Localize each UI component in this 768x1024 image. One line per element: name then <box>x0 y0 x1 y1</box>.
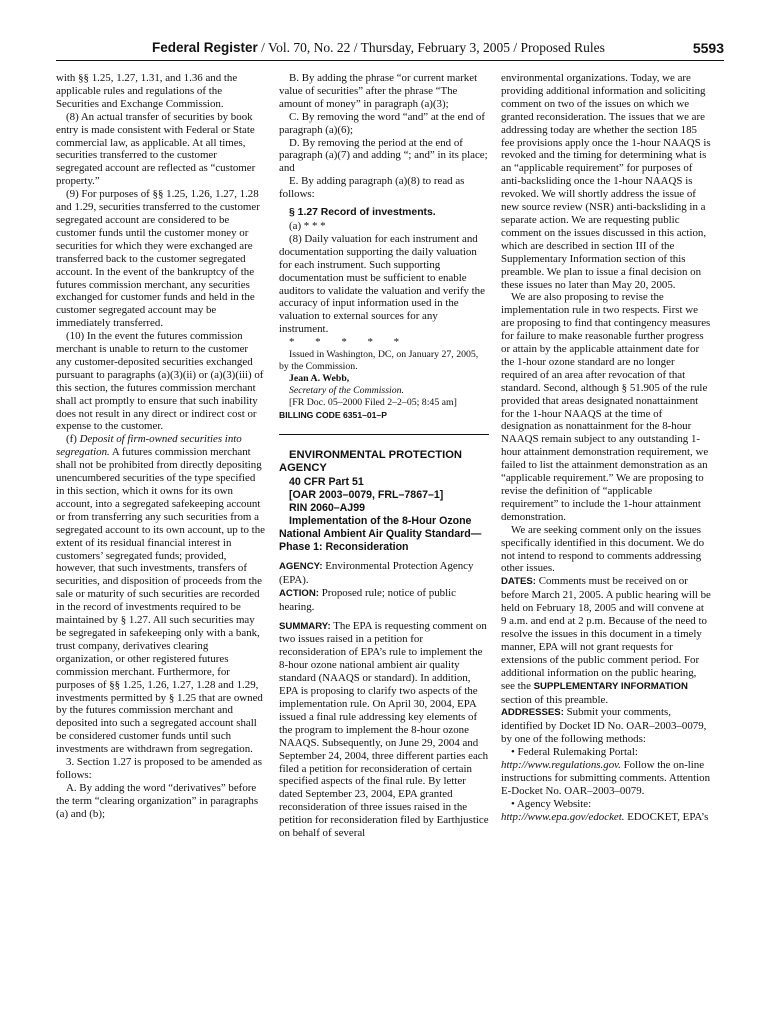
summary <box>279 620 489 840</box>
paragraph: We are seeking comment only on the issues specifically identified in this document. We do not intend to respond to comments addressing other issues. <box>501 523 705 575</box>
action-line <box>279 587 489 614</box>
issued-note: Issued in Washington, DC, on January 27, 2005, by the Commission. <box>279 349 479 373</box>
paragraph: E. By adding paragraph (a)(8) to read as follows: <box>279 175 465 201</box>
paragraph: (8) An actual transfer of securities by book entry is made consistent with Federal or State commercial law, as applicable. At all times, securities transferred to the customer segregated account are reflected as “customer property.” <box>56 110 256 188</box>
cfr-part: 40 CFR Part 51 <box>289 475 364 488</box>
dates-tail: section of this preamble. <box>501 693 609 706</box>
bullet-text: EDOCKET, EPA’s <box>624 810 709 823</box>
regulations-link[interactable]: http://www.regulations.gov. <box>501 759 621 772</box>
paragraph: (8) Daily valuation for each instrument and documentation supporting the daily valuation for each instrument. Such supporting documentation must be sufficient to enable auditors to validate the valuation and verify the accuracy of input information used in the valuation to external sources for any instrument. <box>279 232 485 336</box>
paragraph: We are also proposing to revise the implementation rule in two respects. First we are proposing to find that contingency measures for failure to make reasonable further progress or attain by the applicable attainment date for the 1-hour ozone standard are no longer required of an area after revocation of that standard. Second, although § 51.905 of the rule provided that areas designated nonattainment for the 1-hour NAAQS at the time of designation as nonattainment for the 8-hour NAAQS remain subject to any outstanding 1-hour attainment demonstration requirement, we failed to list the attainment demonstration as an “applicable requirement.” We are proposing to revise the definition of “applicable requirement” to include the 1-hour attainment demonstration. <box>501 291 711 523</box>
addresses-section <box>501 706 711 746</box>
page-header <box>56 38 724 61</box>
column-3 <box>501 72 711 824</box>
agency-text: Environmental Protection Agency (EPA). <box>279 559 474 586</box>
paragraph-lead: (f) <box>66 433 80 446</box>
column-2 <box>279 72 489 840</box>
section-heading: § 1.27 Record of investments. <box>289 207 436 219</box>
paragraph: C. By removing the word “and” at the end of paragraph (a)(6); <box>279 110 485 136</box>
supplementary-info-ref: SUPPLEMENTARY INFORMATION <box>533 680 688 692</box>
edocket-link[interactable]: http://www.epa.gov/edocket. <box>501 810 625 823</box>
summary-label: SUMMARY: <box>279 620 331 632</box>
fr-doc-line: [FR Doc. 05–2000 Filed 2–2–05; 8:45 am] <box>289 397 457 409</box>
paragraph: A. By adding the word “derivatives” before the term “clearing organization” in paragraphs (a) and (b); <box>56 781 259 820</box>
paragraph: 3. Section 1.27 is proposed to be amended as follows: <box>56 756 262 781</box>
action-text: Proposed rule; notice of public hearing. <box>279 586 456 613</box>
journal-name: Federal Register <box>152 40 258 55</box>
section-divider <box>279 434 489 435</box>
paragraph <box>56 433 266 756</box>
paragraph: B. By adding the phrase “or current market value of securities” after the phrase “The amount of money” in paragraph (a)(3); <box>279 72 478 110</box>
rin-number: RIN 2060–AJ99 <box>289 501 365 514</box>
list-item <box>501 746 711 798</box>
rule-title: Implementation of the 8-Hour Ozone National Ambient Air Quality Standard—Phase 1: Reconsideration <box>279 514 482 553</box>
signer-name: Jean A. Webb, <box>289 373 350 385</box>
paragraph: environmental organizations. Today, we are providing additional information and soliciting comment on two of the issues on which we granted reconsideration. The issues that we are addressing today are whether the section 185 fee provisions apply once the 1-hour NAAQS is revoked and the timing for determining what is an “applicable requirement” for purposes of anti-backsliding once the 1-hour NAAQS is revoked. We will shortly address the issue of new source review (NSR) anti-backsliding in a separate action. We are requesting public comment on the issues discussed in this action, which are described in section III of the Supplementary Information section of this preamble. We plan to issue a final decision on these issues no later than May 20, 2005. <box>501 72 711 291</box>
citation: / Vol. 70, No. 22 / Thursday, February 3, 2005 / Proposed Rules <box>257 40 605 55</box>
paragraph-text: A futures commission merchant shall not be prohibited from directly depositing unencumbered securities of the type specified in this section, which it owns for its own account, into a segregated safekeeping account or from transferring any such securities from a segregated account to its own account, up to the extent of its residual financial interest in customers’ segregated funds; provided, however, that such investments, transfers of securities, and disposition of proceeds from the sale or maturity of such securities are recorded in the record of investments required to be maintained by § 1.27. All such securities may be segregated in safekeeping only with a bank, trust company, derivatives clearing organization, or other registered futures commission merchant. Furthermore, for purposes of §§ 1.25, 1.26, 1.27, 1.28 and 1.29, investments permitted by § 1.25 that are owned by the futures commission merchant and deposited into such a segregated account shall be considered customer funds until such investments are withdrawn from segregation. <box>56 446 265 756</box>
addresses-text: Submit your comments, identified by Docket ID No. OAR–2003–0079, by one of the following methods: <box>501 706 707 746</box>
dates-text: Comments must be received on or before March 21, 2005. A public hearing will be held on February 18, 2005 and will convene at 9 a.m. and end at 2 p.m. Because of the need to resolve the issues in this document in a timely manner, EPA will not grant requests for extensions of the public comment period. For additional information on the public hearing, see the <box>501 575 711 692</box>
bullet-text: Follow the on-line instructions for submitting comments. Attention E-Docket No. OAR–2003–0079. <box>501 759 711 797</box>
paragraph: (9) For purposes of §§ 1.25, 1.26, 1.27, 1.28 and 1.29, securities transferred to the customer segregated account are considered to be customer funds until the customer money or securities for which they were exchanged are transferred back to the customer segregated account. In the event of the bankruptcy of the futures commission merchant, any securities exchanged for customer funds and held in the customer segregated account may be immediately transferred. <box>56 188 260 330</box>
bullet-lead: • Federal Rulemaking Portal: <box>511 746 638 759</box>
agency-line <box>279 560 489 587</box>
column-1 <box>56 72 266 821</box>
paragraph: with §§ 1.25, 1.27, 1.31, and 1.36 and the applicable rules and regulations of the Securities and Exchange Commission. <box>56 72 238 110</box>
signer-title: Secretary of the Commission. <box>289 385 405 397</box>
paragraph: (10) In the event the futures commission merchant is unable to return to the customer any customer-deposited securities exchanged pursuant to paragraphs (a)(3)(ii) or (a)(3)(iii) of this section, the futures commission merchant shall act promptly to ensure that such inability does not result in any direct or indirect cost or expense to the customer. <box>56 330 264 433</box>
agency-label: AGENCY: <box>279 560 323 572</box>
agency-heading: ENVIRONMENTAL PROTECTION AGENCY <box>279 448 462 475</box>
running-head <box>152 38 605 58</box>
page-number: 5593 <box>692 40 724 56</box>
billing-code: BILLING CODE 6351–01–P <box>279 410 387 421</box>
omission-stars: * * * * * <box>289 336 400 349</box>
action-label: ACTION: <box>279 587 319 599</box>
bullet-lead: • Agency Website: <box>511 797 592 810</box>
dates-section <box>501 575 711 706</box>
addresses-label: ADDRESSES: <box>501 707 564 719</box>
paragraph-italic-heading: Deposit of firm-owned securities into segregation. <box>56 433 242 459</box>
paragraph: D. By removing the period at the end of paragraph (a)(7) and adding “; and” in its place; and <box>279 136 488 175</box>
docket-number: [OAR 2003–0079, FRL–7867–1] <box>289 488 444 501</box>
list-item <box>501 798 711 824</box>
paragraph: (a) * * * <box>289 219 326 232</box>
dates-label: DATES: <box>501 576 536 588</box>
summary-text: The EPA is requesting comment on two issues raised in a petition for reconsideration of EPA’s rule to implement the 8-hour ozone national ambient air quality standard (NAAQS or standard). In addition, EPA is proposing to clarify two aspects of the implementation rule. On April 30, 2004, EPA issued a final rule addressing key elements of the program to implement the 8-hour ozone NAAQS. Subsequently, on June 29, 2004 and September 24, 2004, three different parties each filed a petition for reconsideration of certain specified aspects of the final rule. By letter dated September 23, 2004, EPA granted reconsideration of three issues raised in the petition for reconsideration filed by Earthjustice on behalf of several <box>279 619 489 840</box>
